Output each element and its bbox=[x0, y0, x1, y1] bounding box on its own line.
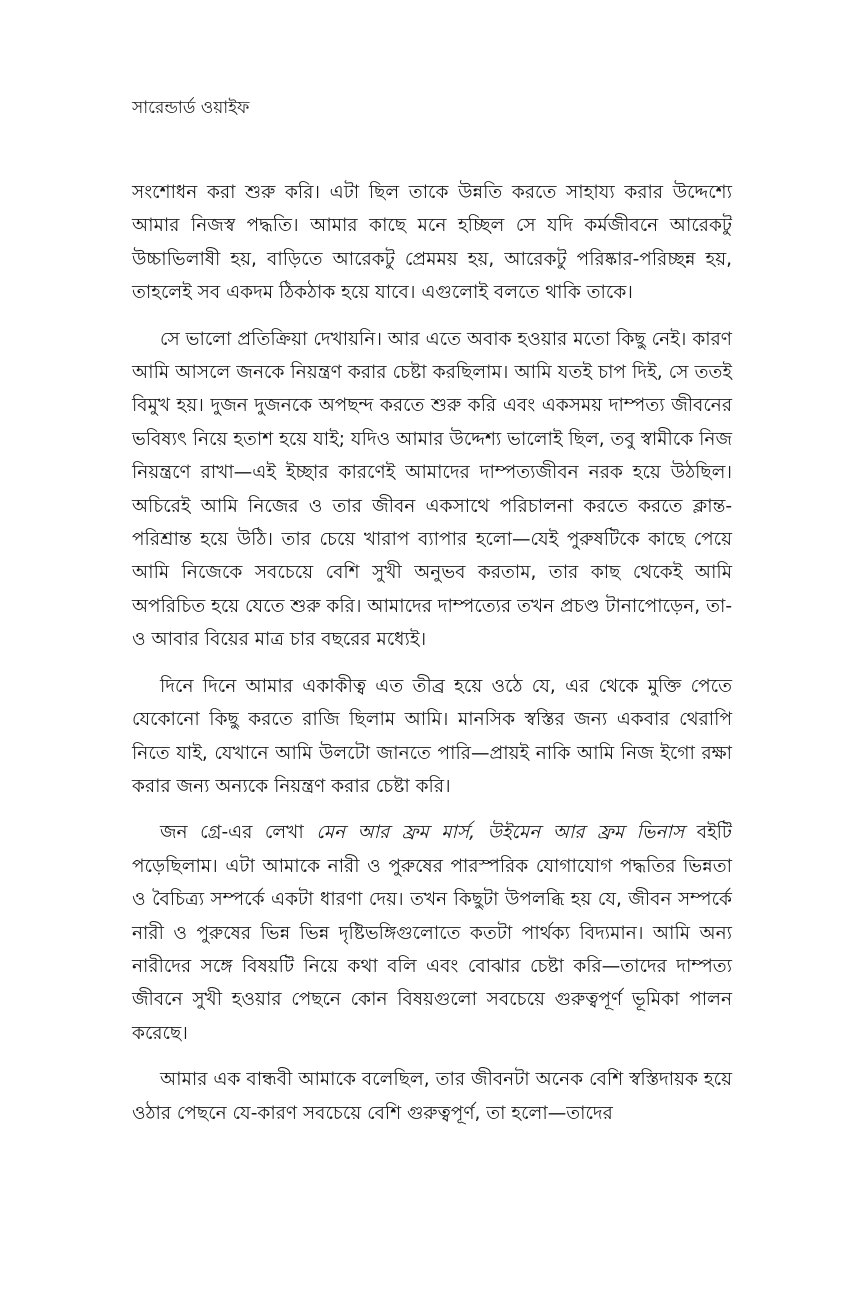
paragraph-1: সংশোধন করা শুরু করি। এটা ছিল তাকে উন্নতি করতে সাহায্য করার উদ্দেশ্যে আমার নিজস্ব পদ্ধতি। আমার কাছে মনে হচ্ছিল সে যদি কর্মজীবনে আরেকটু উচ্চাভিলাষী হয়, বাড়িতে আরেকটু প্রেমময় হয়, আরেকটু পরিষ্কার-পরিচ্ছন্ন হয়, তাহলেই সব একদম ঠিকঠাক হয়ে যাবে। এগুলোই বলতে থাকি তাকে। bbox=[132, 182, 732, 304]
paragraph-4-lead: জন গ্রে-এর লেখা bbox=[160, 822, 317, 844]
book-title-italic: মেন আর ফ্রম মার্স, উইমেন আর ফ্রম ভিনাস bbox=[316, 822, 685, 844]
paragraph-4 bbox=[132, 816, 732, 1050]
paragraph-2: সে ভালো প্রতিক্রিয়া দেখায়নি। আর এতে অবাক হওয়ার মতো কিছু নেই। কারণ আমি আসলে জনকে নিয়ন্ত্রণ করার চেষ্টা করছিলাম। আমি যতই চাপ দিই, সে ততই বিমুখ হয়। দুজন দুজনকে অপছন্দ করতে শুরু করি এবং একসময় দাম্পত্য জীবনের ভবিষ্যৎ নিয়ে হতাশ হয়ে যাই; যদিও আমার উদ্দেশ্য ভালোই ছিল, তবু স্বামীকে নিজ নিয়ন্ত্রণে রাখা—এই ইচ্ছার কারণেই আমাদের দাম্পত্যজীবন নরক হয়ে উঠছিল। অচিরেই আমি নিজের ও তার জীবন একসাথে পরিচালনা করতে করতে ক্লান্ত-পরিশ্রান্ত হয়ে উঠি। তার চেয়ে খারাপ ব্যাপার হলো—যেই পুরুষটিকে কাছে পেয়ে আমি নিজেকে সবচেয়ে বেশি সুখী অনুভব করতাম, তার কাছ থেকেই আমি অপরিচিত হয়ে যেতে শুরু করি। আমাদের দাম্পত্যের তখন প্রচণ্ড টানাপোড়েন, তা-ও আবার বিয়ের মাত্র চার বছরের মধ্যেই। bbox=[132, 328, 732, 651]
paragraph-4-rest: বইটি পড়েছিলাম। এটা আমাকে নারী ও পুরুষের পারস্পরিক যোগাযোগ পদ্ধতির ভিন্নতা ও বৈচিত্র্য সম্পর্কে একটা ধারণা দেয়। তখন কিছুটা উপলব্ধি হয় যে, জীবন সম্পর্কে নারী ও পুরুষের ভিন্ন ভিন্ন দৃষ্টিভঙ্গিগুলোতে কতটা পার্থক্য বিদ্যমান। আমি অন্য নারীদের সঙ্গে বিষয়টি নিয়ে কথা বলি এবং বোঝার চেষ্টা করি—তাদের দাম্পত্য জীবনে সুখী হওয়ার পেছনে কোন বিষয়গুলো সবচেয়ে গুরুত্বপূর্ণ ভূমিকা পালন করেছে। bbox=[132, 822, 732, 1044]
running-head-title: সারেন্ডার্ড ওয়াইফ bbox=[132, 98, 250, 118]
paragraph-3: দিনে দিনে আমার একাকীত্ব এত তীব্র হয়ে ওঠে যে, এর থেকে মুক্তি পেতে যেকোনো কিছু করতে রাজি ছিলাম আমি। মানসিক স্বস্তির জন্য একবার থেরাপি নিতে যাই, যেখানে আমি উলটো জানতে পারি—প্রায়ই নাকি আমি নিজ ইগো রক্ষা করার জন্য অন্যকে নিয়ন্ত্রণ করার চেষ্টা করি। bbox=[132, 675, 732, 797]
body-text bbox=[132, 176, 732, 1143]
paragraph-5: আমার এক বান্ধবী আমাকে বলেছিল, তার জীবনটা অনেক বেশি স্বস্তিদায়ক হয়ে ওঠার পেছনে যে-কারণ সবচেয়ে বেশি গুরুত্বপূর্ণ, তা হলো—তাদের bbox=[132, 1069, 732, 1124]
